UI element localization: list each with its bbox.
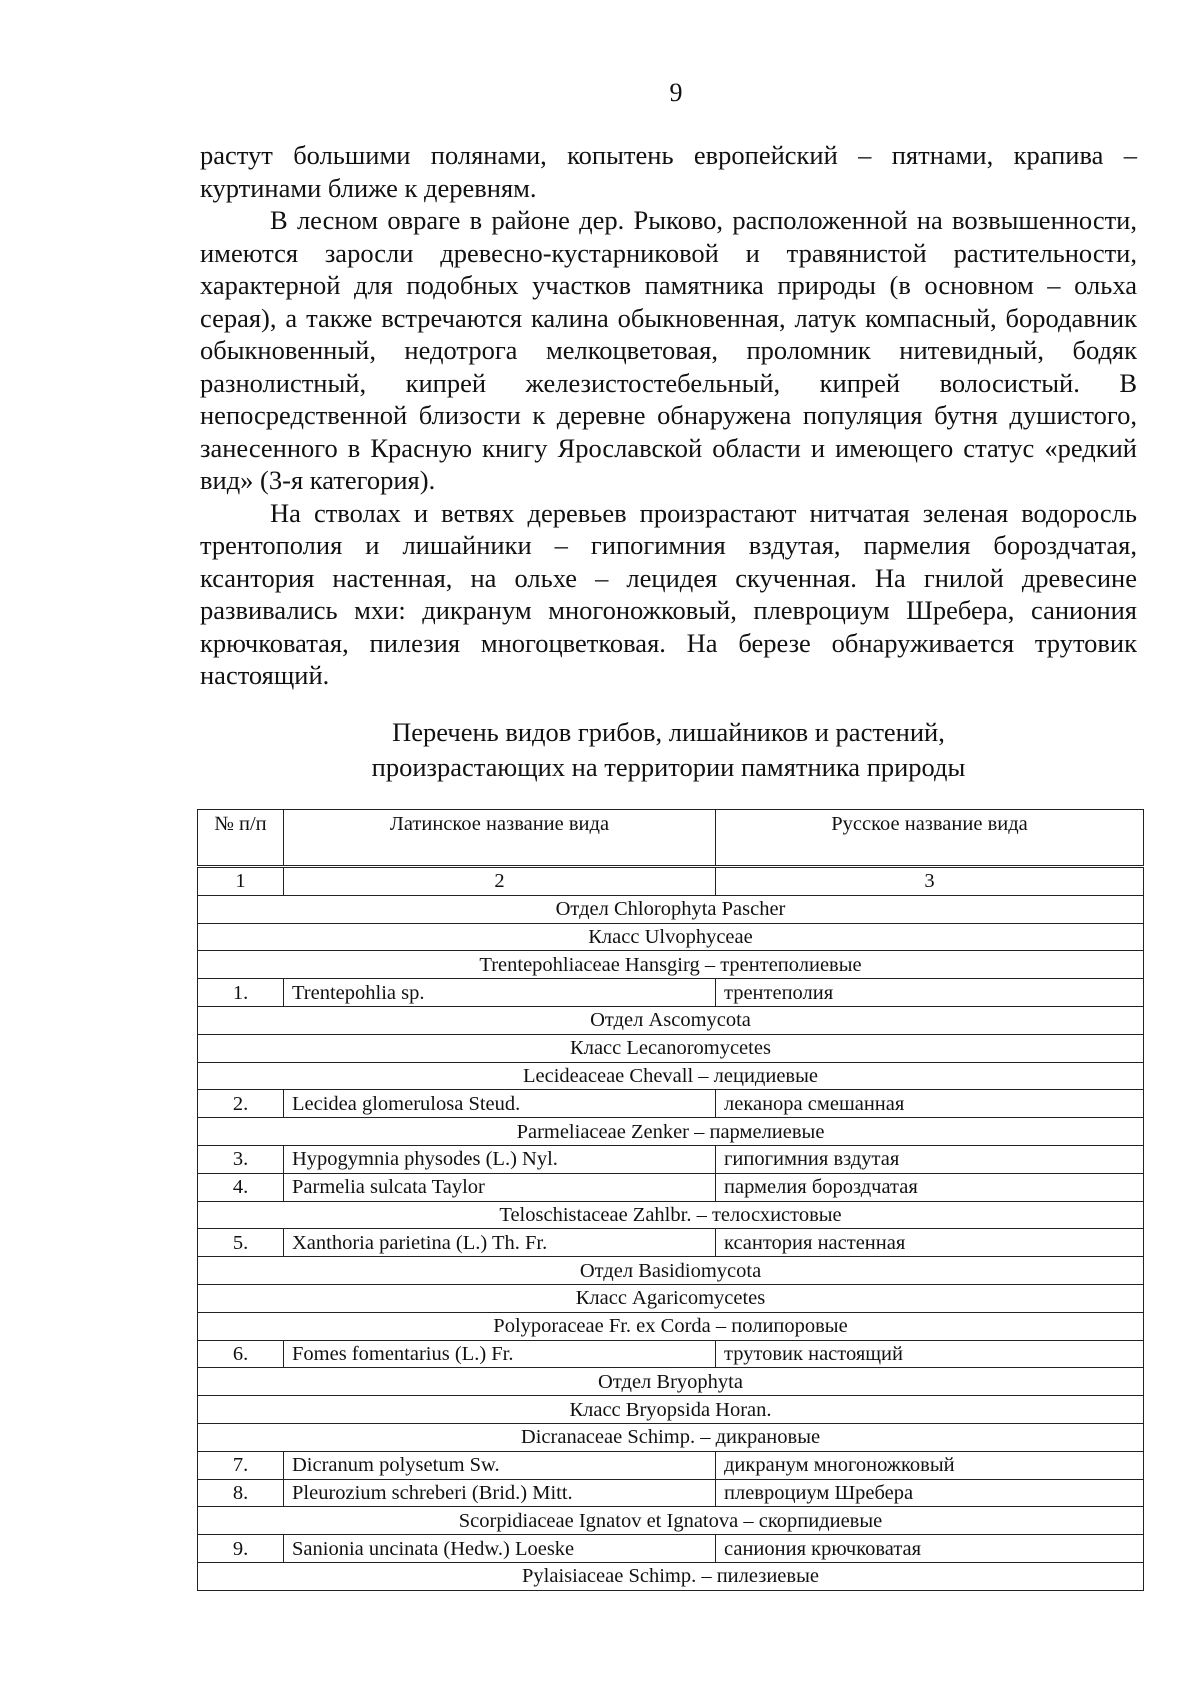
- taxon-group-label: Отдел Bryophyta: [198, 1368, 1144, 1396]
- body-text: [200, 139, 1137, 692]
- row-number: 3.: [198, 1145, 284, 1173]
- taxon-group-row: [198, 951, 1144, 979]
- header-russian: Русское название вида: [716, 810, 1144, 867]
- taxon-group-row: [198, 1423, 1144, 1451]
- row-number: 7.: [198, 1451, 284, 1479]
- table-row: [198, 1451, 1144, 1479]
- row-number: 1.: [198, 979, 284, 1007]
- latin-name: Lecidea glomerulosa Steud.: [284, 1090, 716, 1118]
- table-title: [200, 715, 1137, 785]
- taxon-group-label: Класс Ulvophyceae: [198, 923, 1144, 951]
- table-body: [198, 867, 1144, 1591]
- taxon-group-label: Polyporaceae Fr. ex Corda – полипоровые: [198, 1312, 1144, 1340]
- taxon-group-label: Dicranaceae Schimp. – дикрановые: [198, 1423, 1144, 1451]
- taxon-group-row: [198, 1118, 1144, 1146]
- paragraph: На стволах и ветвях деревьев произрастают нитчатая зеленая водоросль трентополия и лишайники – гипогимния вздутая, пармелия бороздчатая, ксантория настенная, на ольхе – лецидея скученная. На гнилой древесине развивались мхи: дикранум многоножковый, плевроциум Шребера, саниония крючковатая, пилезия многоцветковая. На березе обнаруживается трутовик настоящий.: [200, 497, 1137, 690]
- latin-name: Trentepohlia sp.: [284, 979, 716, 1007]
- taxon-group-row: [198, 1201, 1144, 1229]
- column-number: 1: [198, 867, 284, 896]
- column-number: 3: [716, 867, 1144, 896]
- taxon-group-label: Trentepohliaceae Hansgirg – трентеполиевые: [198, 951, 1144, 979]
- latin-name: Dicranum polysetum Sw.: [284, 1451, 716, 1479]
- table-row: [198, 1340, 1144, 1368]
- taxon-group-row: [198, 1034, 1144, 1062]
- taxon-group-row: [198, 1006, 1144, 1034]
- column-number: 2: [284, 867, 716, 896]
- taxon-group-label: Класс Lecanoromycetes: [198, 1034, 1144, 1062]
- russian-name: саниония крючковатая: [716, 1535, 1144, 1563]
- table-header-row: [198, 810, 1144, 867]
- taxon-group-row: [198, 1257, 1144, 1285]
- russian-name: пармелия бороздчатая: [716, 1173, 1144, 1201]
- header-num: № п/п: [198, 810, 284, 867]
- russian-name: трутовик настоящий: [716, 1340, 1144, 1368]
- table-row: [198, 979, 1144, 1007]
- taxon-group-row: [198, 1396, 1144, 1424]
- row-number: 9.: [198, 1535, 284, 1563]
- paragraph: растут большими полянами, копытень европейский – пятнами, крапива – куртинами ближе к деревням.: [200, 140, 1137, 203]
- row-number: 5.: [198, 1229, 284, 1257]
- latin-name: Hypogymnia physodes (L.) Nyl.: [284, 1145, 716, 1173]
- table-row: [198, 1090, 1144, 1118]
- taxon-group-label: Scorpidiaceae Ignatov et Ignatova – скорпидиевые: [198, 1507, 1144, 1535]
- taxon-group-row: [198, 1312, 1144, 1340]
- table-title-line: Перечень видов грибов, лишайников и растений,: [392, 717, 945, 747]
- taxon-group-row: [198, 895, 1144, 923]
- russian-name: гипогимния вздутая: [716, 1145, 1144, 1173]
- taxon-group-row: [198, 923, 1144, 951]
- column-numbers-row: [198, 867, 1144, 896]
- species-table: [197, 809, 1144, 1591]
- table-row: [198, 1479, 1144, 1507]
- row-number: 8.: [198, 1479, 284, 1507]
- russian-name: леканора смешанная: [716, 1090, 1144, 1118]
- table-row: [198, 1173, 1144, 1201]
- page-number: 9: [669, 78, 683, 107]
- header-latin: Латинское название вида: [284, 810, 716, 867]
- taxon-group-label: Отдел Basidiomycota: [198, 1257, 1144, 1285]
- taxon-group-label: Класс Agaricomycetes: [198, 1284, 1144, 1312]
- taxon-group-label: Teloschistaceae Zahlbr. – телосхистовые: [198, 1201, 1144, 1229]
- taxon-group-label: Pylaisiaceae Schimp. – пилезиевые: [198, 1562, 1144, 1590]
- taxon-group-row: [198, 1284, 1144, 1312]
- latin-name: Parmelia sulcata Taylor: [284, 1173, 716, 1201]
- latin-name: Xanthoria parietina (L.) Th. Fr.: [284, 1229, 716, 1257]
- taxon-group-row: [198, 1368, 1144, 1396]
- russian-name: трентеполия: [716, 979, 1144, 1007]
- row-number: 2.: [198, 1090, 284, 1118]
- row-number: 4.: [198, 1173, 284, 1201]
- taxon-group-label: Lecideaceae Chevall – лецидиевые: [198, 1062, 1144, 1090]
- table-row: [198, 1535, 1144, 1563]
- table-row: [198, 1229, 1144, 1257]
- taxon-group-row: [198, 1562, 1144, 1590]
- taxon-group-row: [198, 1062, 1144, 1090]
- russian-name: ксантория настенная: [716, 1229, 1144, 1257]
- russian-name: плевроциум Шребера: [716, 1479, 1144, 1507]
- taxon-group-label: Отдел Chlorophyta Pascher: [198, 895, 1144, 923]
- taxon-group-label: Отдел Ascomycota: [198, 1006, 1144, 1034]
- taxon-group-label: Parmeliaceae Zenker – пармелиевые: [198, 1118, 1144, 1146]
- latin-name: Pleurozium schreberi (Brid.) Mitt.: [284, 1479, 716, 1507]
- latin-name: Sanionia uncinata (Hedw.) Loeske: [284, 1535, 716, 1563]
- russian-name: дикранум многоножковый: [716, 1451, 1144, 1479]
- taxon-group-row: [198, 1507, 1144, 1535]
- latin-name: Fomes fomentarius (L.) Fr.: [284, 1340, 716, 1368]
- row-number: 6.: [198, 1340, 284, 1368]
- paragraph: В лесном овраге в районе дер. Рыково, расположенной на возвышенности, имеются заросли древесно-кустарниковой и травянистой растительности, характерной для подобных участков памятника природы (в основном – ольха серая), а также встречаются калина обыкновенная, латук компасный, бородавник обыкновенный, недотрога мелкоцветовая, проломник нитевидный, бодяк разнолистный, кипрей железистостебельный, кипрей волосистый. В непосредственной близости к деревне обнаружена популяция бутня душистого, занесенного в Красную книгу Ярославской области и имеющего статус «редкий вид» (3-я категория).: [200, 205, 1137, 495]
- table-row: [198, 1145, 1144, 1173]
- taxon-group-label: Класс Bryopsida Horan.: [198, 1396, 1144, 1424]
- table-title-line: произрастающих на территории памятника природы: [371, 752, 966, 782]
